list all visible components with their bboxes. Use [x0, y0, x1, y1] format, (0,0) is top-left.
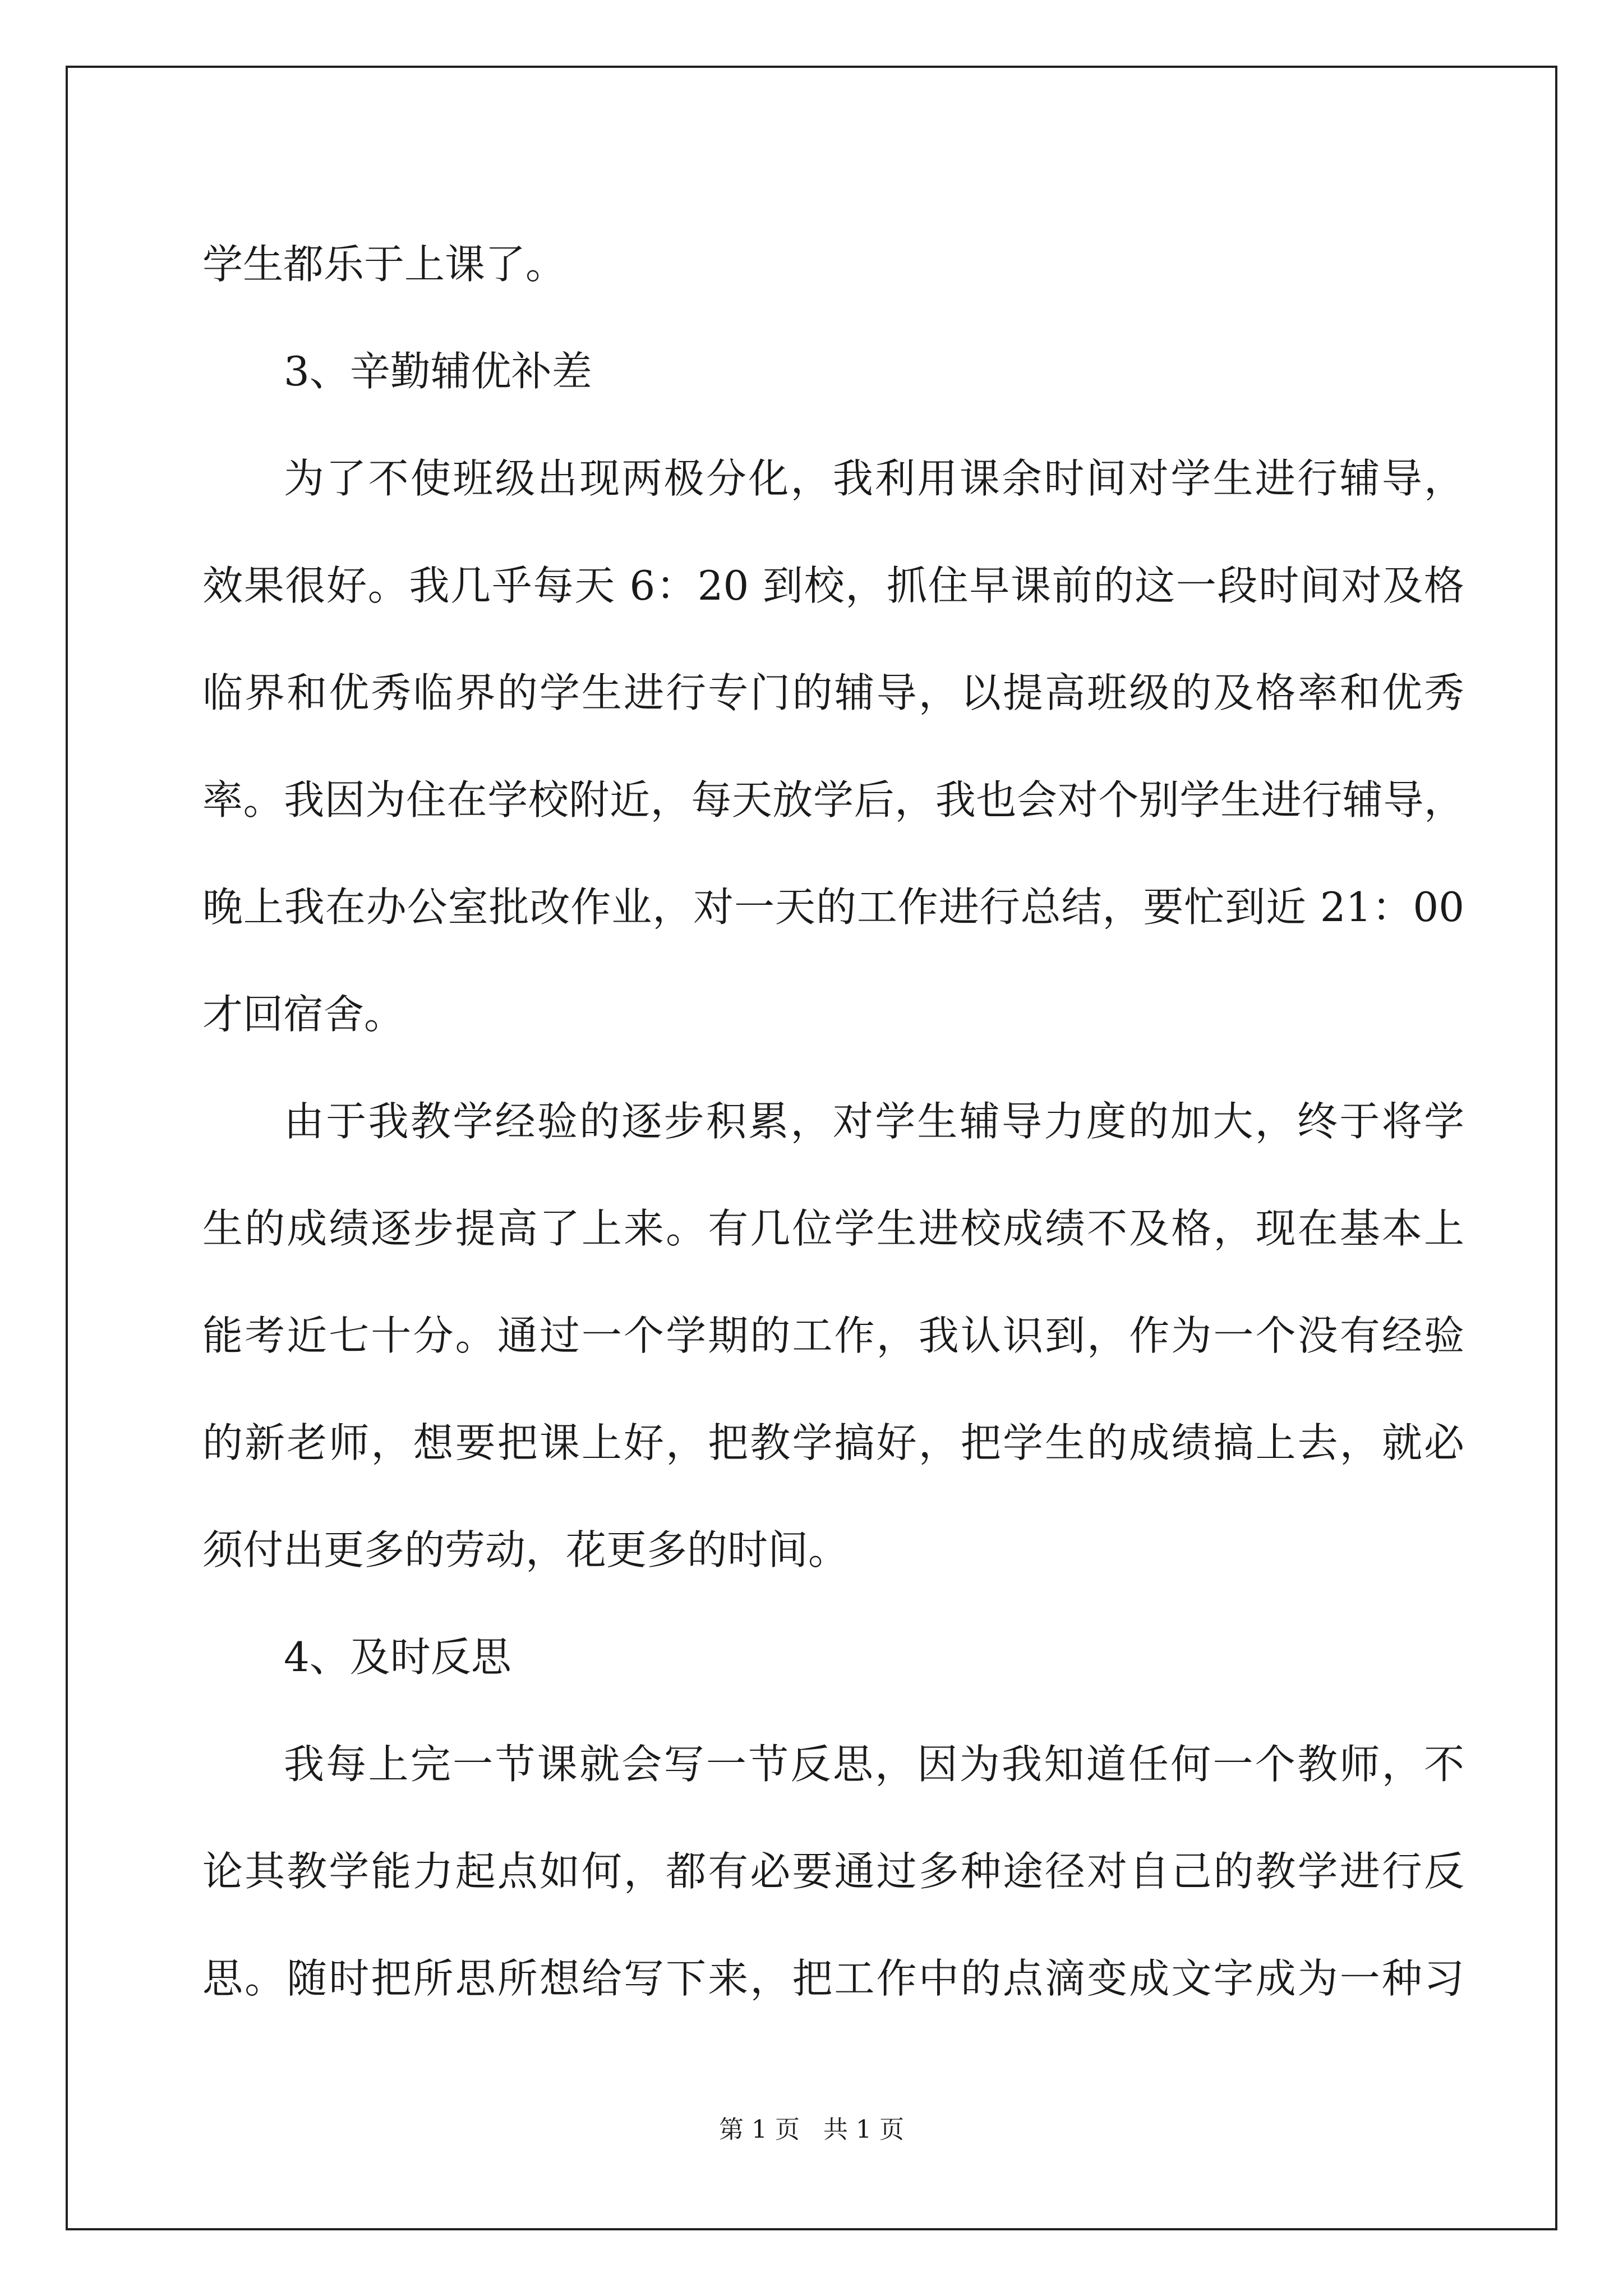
paragraph-line: 率。我因为住在学校附近，每天放学后，我也会对个别学生进行辅导， [202, 776, 1464, 823]
paragraph-line: 效果很好。我几乎每天 6：20 到校，抓住早课前的这一段时间对及格 [202, 562, 1464, 609]
paragraph-line: 临界和优秀临界的学生进行专门的辅导，以提高班级的及格率和优秀 [202, 669, 1464, 716]
paragraph-line: 我每上完一节课就会写一节反思，因为我知道任何一个教师，不 [284, 1741, 1464, 1788]
page-total: 共 1 页 [823, 2115, 904, 2144]
paragraph-line: 须付出更多的劳动，花更多的时间。 [202, 1526, 849, 1573]
page-footer [0, 2109, 1623, 2145]
section-heading: 4、及时反思 [284, 1634, 511, 1681]
paragraph-line: 才回宿舍。 [202, 991, 405, 1038]
paragraph-line: 的新老师，想要把课上好，把教学搞好，把学生的成绩搞上去，就必 [202, 1419, 1464, 1466]
section-heading: 3、辛勤辅优补差 [284, 348, 592, 395]
paragraph-line: 为了不使班级出现两极分化，我利用课余时间对学生进行辅导， [284, 455, 1464, 502]
document-body [202, 211, 1464, 2032]
paragraph-line: 由于我教学经验的逐步积累，对学生辅导力度的加大，终于将学 [284, 1098, 1464, 1145]
paragraph-line: 论其教学能力起点如何，都有必要通过多种途径对自己的教学进行反 [202, 1848, 1464, 1895]
paragraph-line: 思。随时把所思所想给写下来，把工作中的点滴变成文字成为一种习 [202, 1955, 1464, 2002]
paragraph-line: 能考近七十分。通过一个学期的工作，我认识到，作为一个没有经验 [202, 1312, 1464, 1359]
paragraph-line: 生的成绩逐步提高了上来。有几位学生进校成绩不及格，现在基本上 [202, 1205, 1464, 1252]
paragraph-line: 晚上我在办公室批改作业，对一天的工作进行总结，要忙到近 21：00 [202, 884, 1464, 931]
paragraph-line: 学生都乐于上课了。 [202, 241, 566, 288]
page-number: 第 1 页 [719, 2115, 800, 2144]
